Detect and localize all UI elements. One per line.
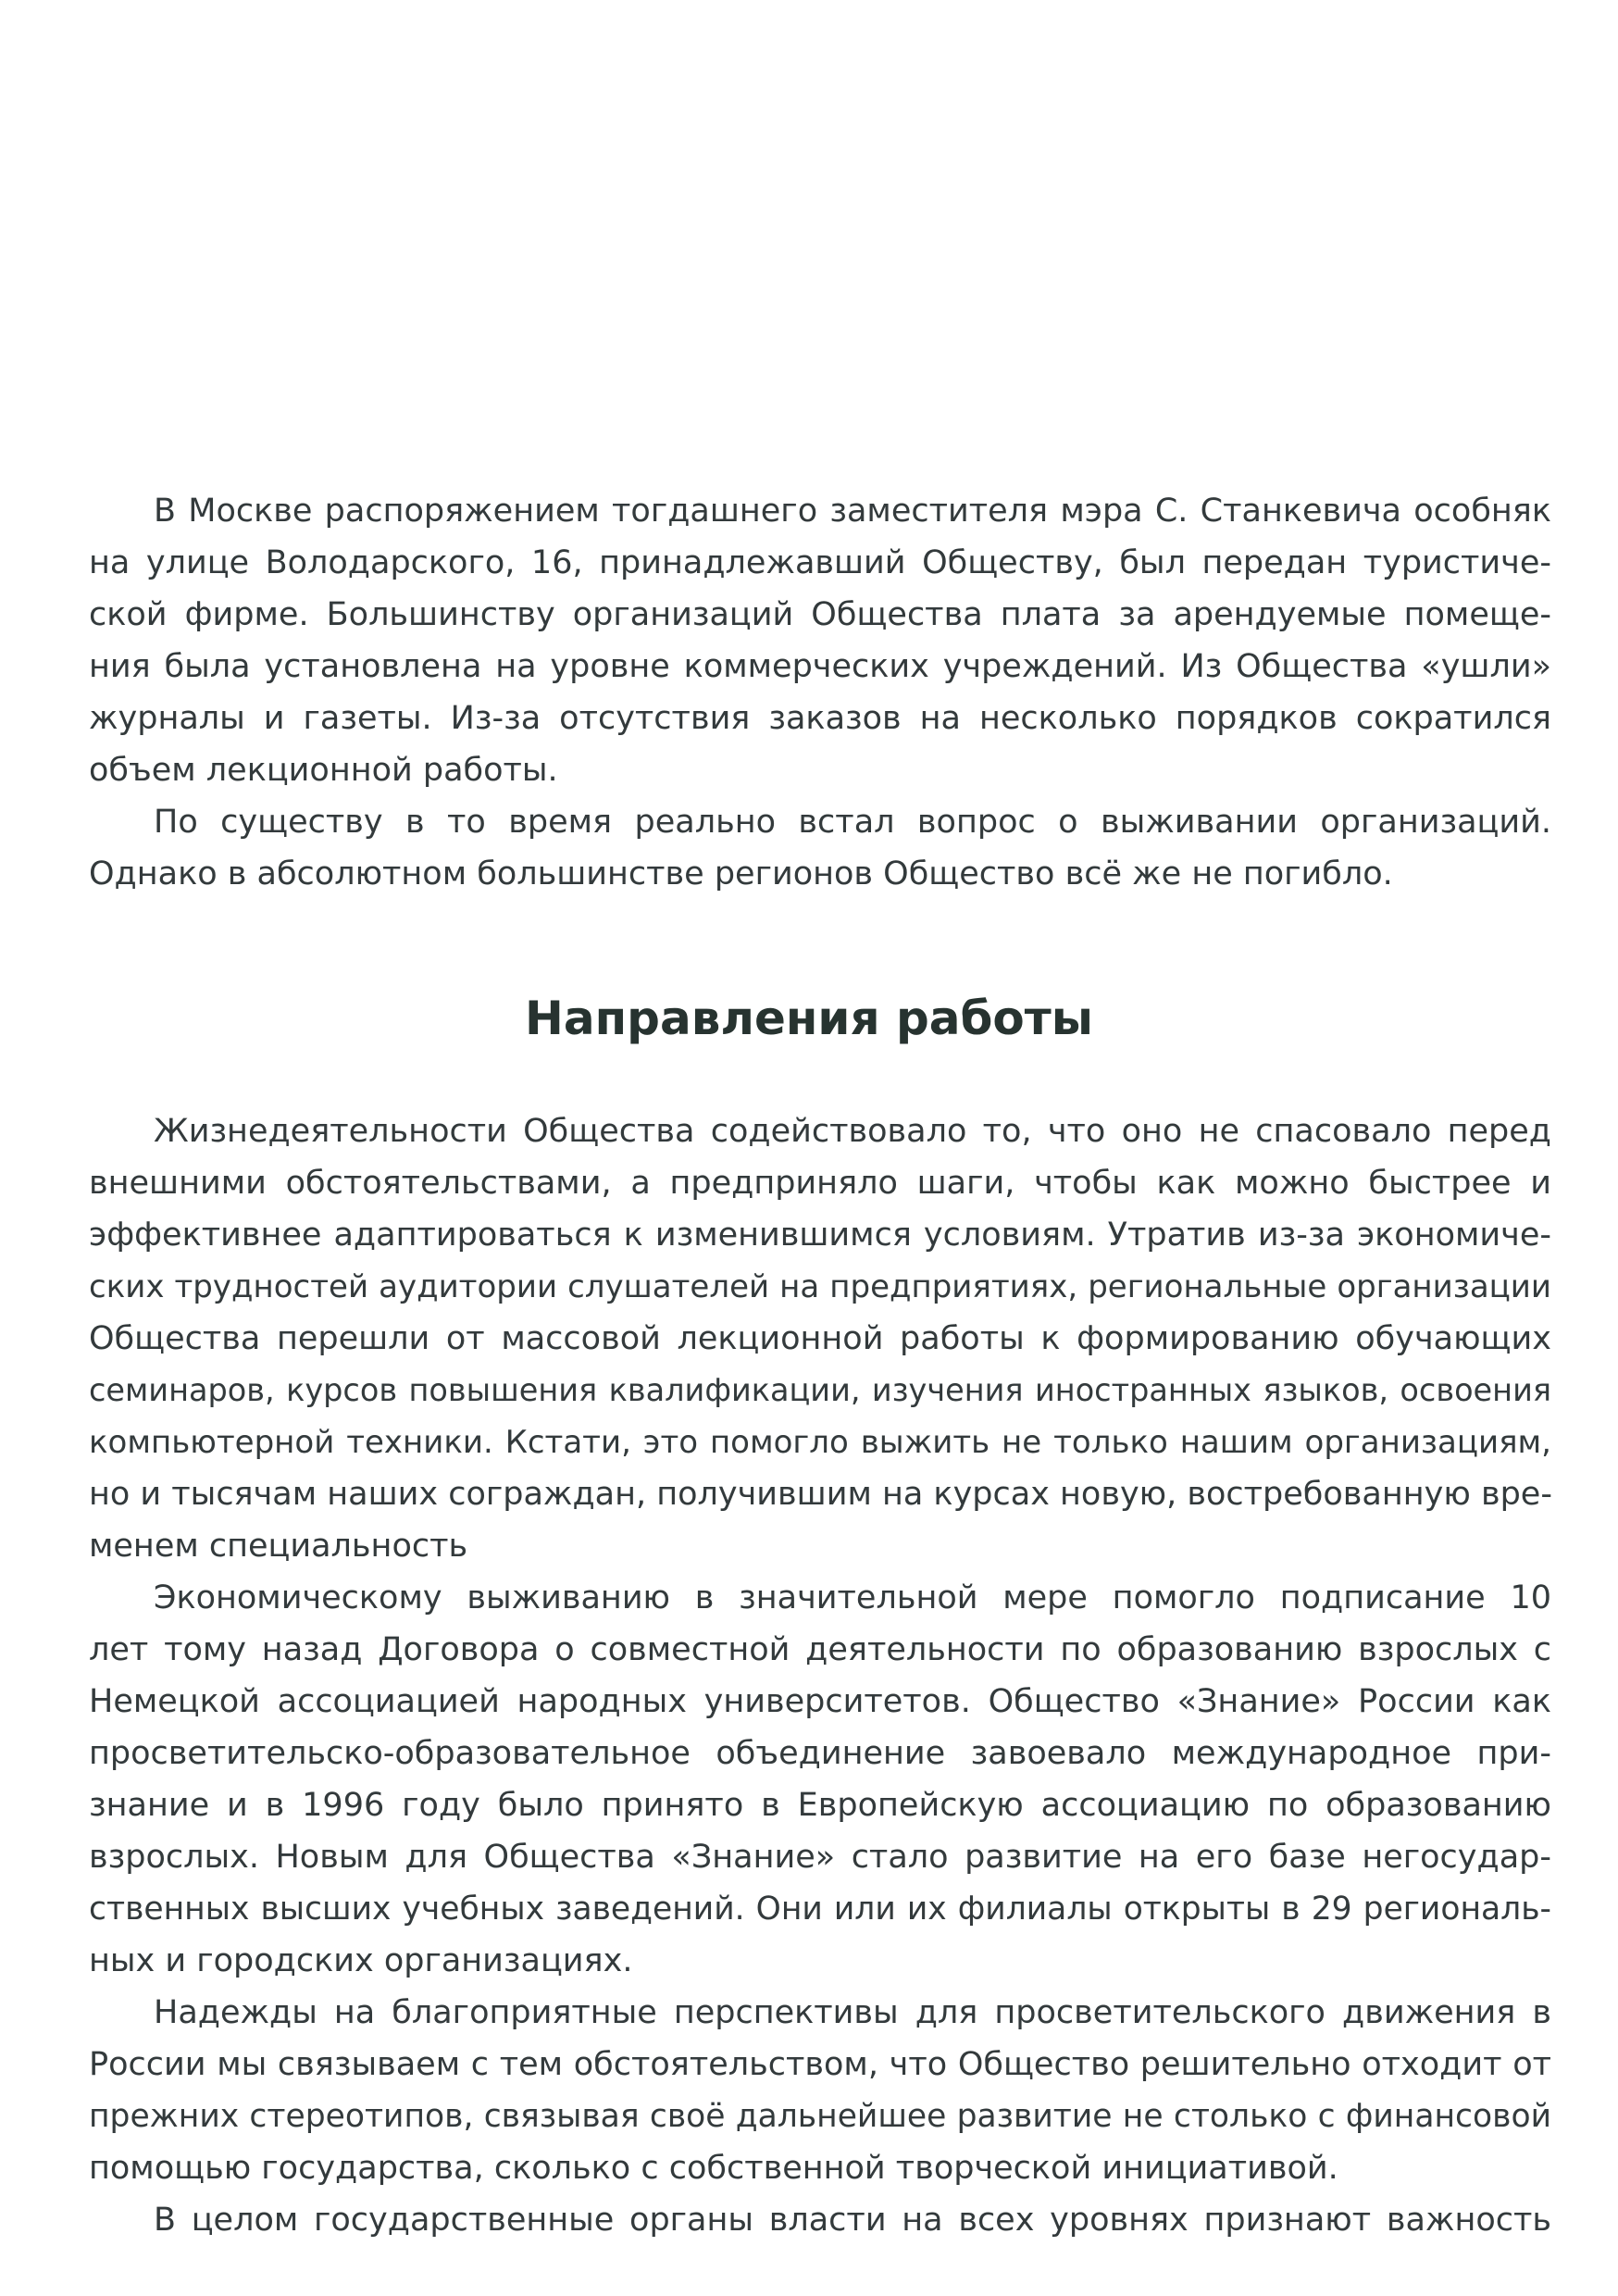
text-line: Однако в абсолютном большинстве регионов Общество всё же не погибло.: [89, 855, 1393, 892]
text-line: компьютерной техники. Кстати, это помогло выжить не только нашим организациям,: [89, 1424, 1551, 1461]
text-line: на улице Володарского, 16, принадлежавший Обществу, был передан туристиче-: [89, 544, 1551, 581]
text-line: менем специальность: [89, 1528, 468, 1565]
text-line: объем лекционной работы.: [89, 752, 558, 789]
text-line: ских трудностей аудитории слушателей на предприятиях, региональные организации: [89, 1268, 1551, 1305]
section-heading: Направления работы: [525, 992, 1093, 1045]
text-line: семинаров, курсов повышения квалификации, изучения иностранных языков, освоения: [89, 1372, 1551, 1408]
text-line: В целом государственные органы власти на всех уровнях признают важность: [154, 2202, 1551, 2239]
text-line: журналы и газеты. Из-за отсутствия заказов на несколько порядков сократился: [89, 700, 1551, 737]
text-line: ных и городских организациях.: [89, 1942, 633, 1979]
text-line: Экономическому выживанию в значительной мере помогло подписание 10: [154, 1579, 1551, 1616]
text-line: прежних стереотипов, связывая своё дальнейшее развитие не столько с финансовой: [89, 2098, 1551, 2135]
text-line: просветительско-образовательное объединение завоевало международное при-: [89, 1735, 1551, 1772]
text-line: Немецкой ассоциацией народных университетов. Общество «Знание» России как: [89, 1683, 1551, 1720]
text-line: Общества перешли от массовой лекционной работы к формированию обучающих: [89, 1320, 1551, 1357]
text-line: ния была установлена на уровне коммерческих учреждений. Из Общества «ушли»: [89, 648, 1551, 685]
text-line: ской фирме. Большинству организаций Общества плата за арендуемые помеще-: [89, 596, 1551, 633]
text-line: В Москве распоряжением тогдашнего заместителя мэра С. Станкевича особняк: [154, 493, 1551, 530]
text-line: России мы связываем с тем обстоятельством, что Общество решительно отходит от: [89, 2046, 1551, 2083]
text-line: ственных высших учебных заведений. Они или их филиалы открыты в 29 региональ-: [89, 1890, 1551, 1928]
text-line: эффективнее адаптироваться к изменившимся условиям. Утратив из-за экономиче-: [89, 1217, 1551, 1254]
text-line: но и тысячам наших сограждан, получившим на курсах новую, востребованную вре-: [89, 1476, 1552, 1513]
text-line: По существу в то время реально встал вопрос о выживании организаций.: [154, 804, 1551, 841]
text-line: Жизнедеятельности Общества содействовало то, что оно не спасовало перед: [154, 1113, 1551, 1150]
text-line: внешними обстоятельствами, а предприняло шаги, чтобы как можно быстрее и: [89, 1165, 1551, 1202]
text-line: знание и в 1996 году было принято в Европейскую ассоциацию по образованию: [89, 1787, 1551, 1824]
text-line: Надежды на благоприятные перспективы для просветительского движения в: [154, 1994, 1551, 2031]
text-line: лет тому назад Договора о совместной деятельности по образованию взрослых с: [89, 1631, 1551, 1668]
text-line: взрослых. Новым для Общества «Знание» стало развитие на его базе негосудар-: [89, 1839, 1551, 1876]
text-line: помощью государства, сколько с собственной творческой инициативой.: [89, 2150, 1338, 2187]
